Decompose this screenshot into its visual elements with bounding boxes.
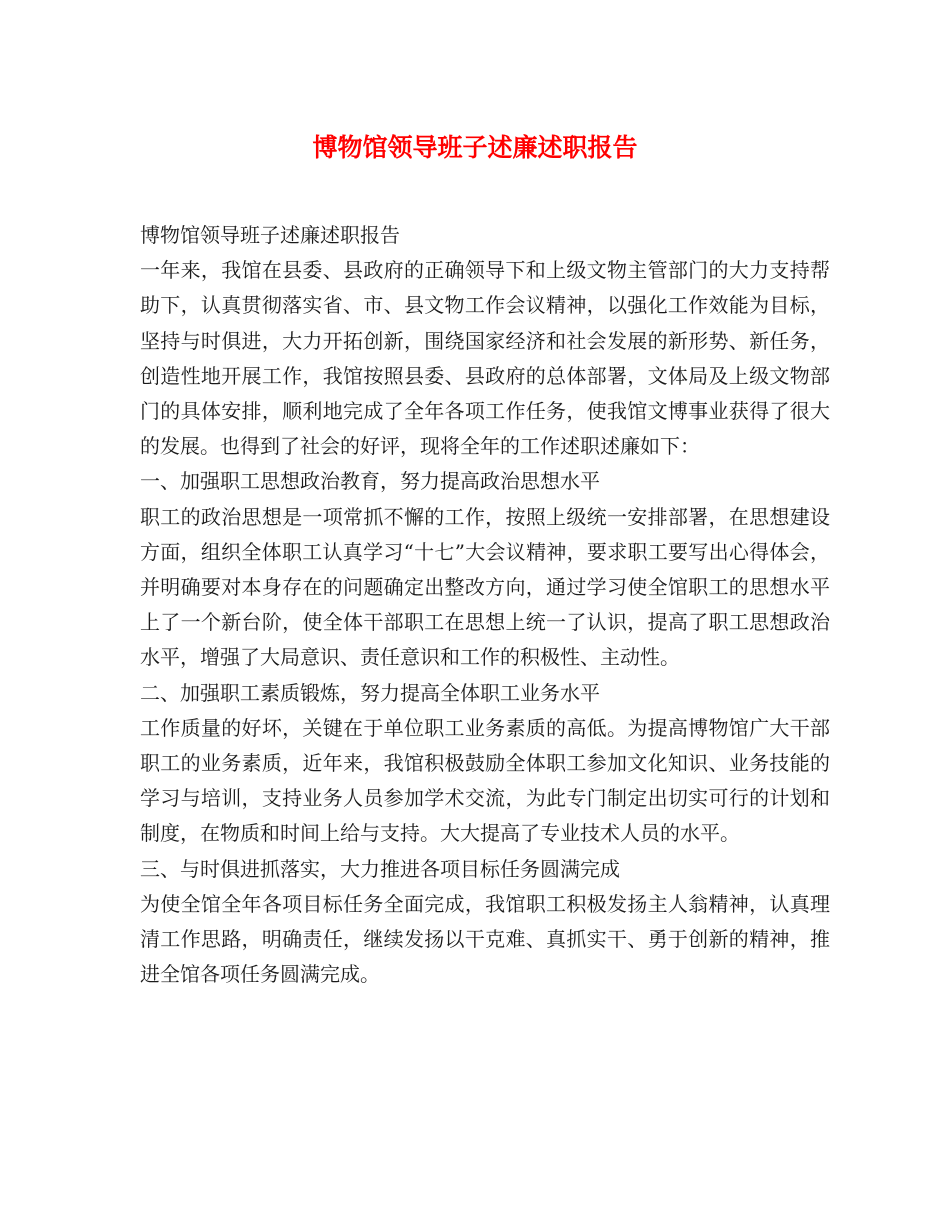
section-paragraph-1: 职工的政治思想是一项常抓不懈的工作，按照上级统一安排部署，在思想建设方面，组织全体职工认真学习“十七”大会议精神，要求职工要写出心得体会，并明确要对本身存在的问题确定出整改方向，通过学习使全馆职工的思想水平上了一个新台阶，使全体干部职工在思想上统一了认识，提高了职工思想政治水平，增强了大局意识、责任意识和工作的积极性、主动性。: [140, 504, 830, 670]
body-paragraph-intro: 一年来，我馆在县委、县政府的正确领导下和上级文物主管部门的大力支持帮助下，认真贯彻落实省、市、县文物工作会议精神，以强化工作效能为目标，坚持与时俱进，大力开拓创新，围绕国家经济和社会发展的新形势、新任务，创造性地开展工作，我馆按照县委、县政府的总体部署，文体局及上级文物部门的具体安排，顺利地完成了全年各项工作任务，使我馆文博事业获得了很大的发展。也得到了社会的好评，现将全年的工作述职述廉如下：: [140, 258, 830, 459]
section-heading-1: 一、加强职工思想政治教育，努力提高政治思想水平: [140, 469, 600, 494]
document-body: [140, 218, 830, 992]
body-paragraph-heading-repeat: 博物馆领导班子述廉述职报告: [140, 223, 400, 247]
section-heading-2: 二、加强职工素质锻炼，努力提高全体职工业务水平: [140, 680, 600, 705]
section-paragraph-3: 为使全馆全年各项目标任务全面完成，我馆职工积极发扬主人翁精神，认真理清工作思路，明确责任，继续发扬以干克难、真抓实干、勇于创新的精神，推进全馆各项任务圆满完成。: [140, 891, 830, 987]
section-heading-3: 三、与时俱进抓落实，大力推进各项目标任务圆满完成: [140, 856, 620, 881]
document-title: 博物馆领导班子述廉述职报告: [312, 133, 638, 162]
section-paragraph-2: 工作质量的好坏，关键在于单位职工业务素质的高低。为提高博物馆广大干部职工的业务素质，近年来，我馆积极鼓励全体职工参加文化知识、业务技能的学习与培训，支持业务人员参加学术交流，为此专门制定出切实可行的计划和制度，在物质和时间上给与支持。大大提高了专业技术人员的水平。: [140, 715, 830, 846]
